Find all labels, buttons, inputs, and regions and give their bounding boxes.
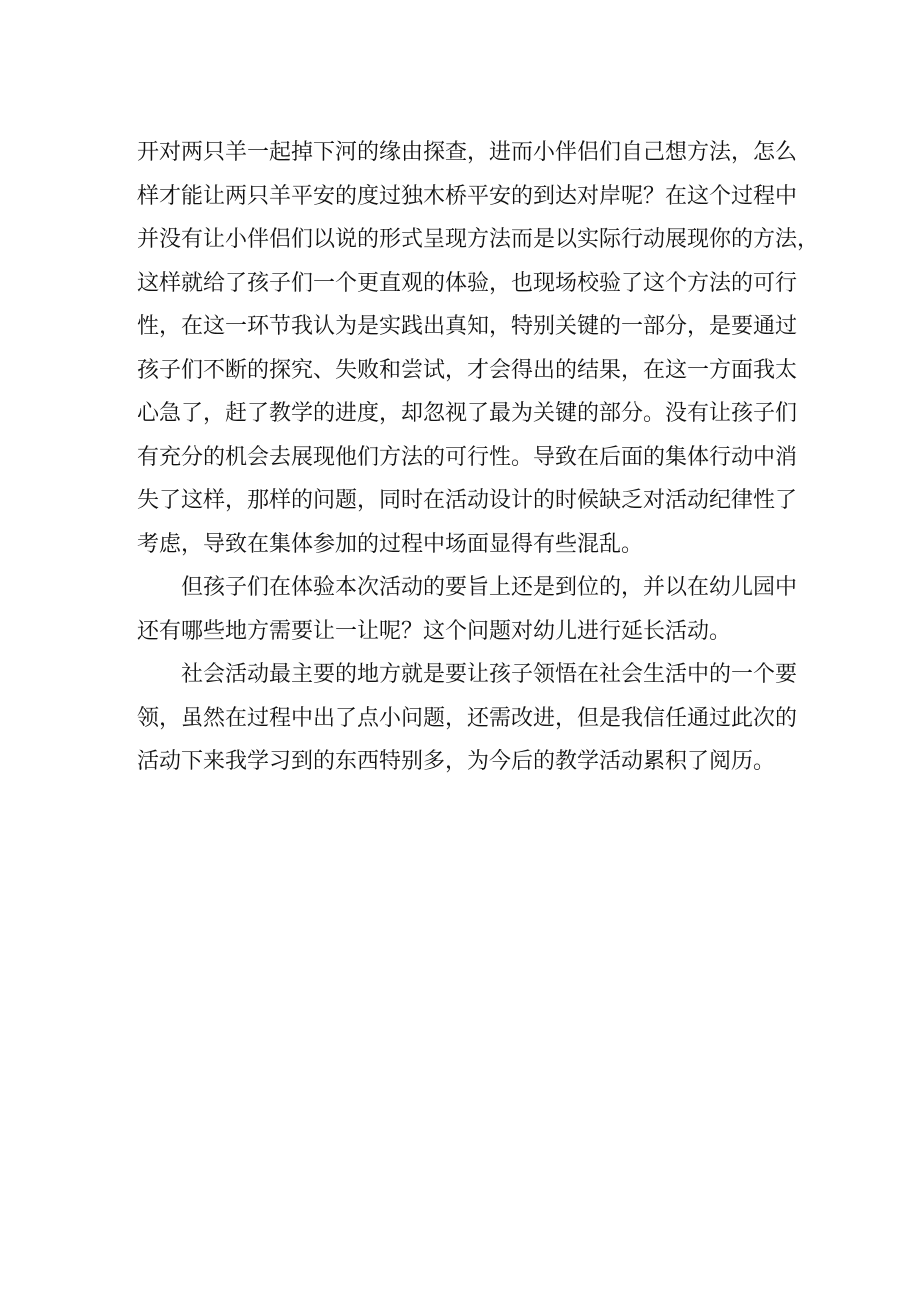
text-line: 性，在这一环节我认为是实践出真知，特别关键的一部分，是要通过 — [137, 314, 798, 339]
paragraph-3 — [137, 653, 797, 784]
paragraph-2 — [137, 566, 797, 653]
text-line: 活动下来我学习到的东西特别多，为今后的教学活动累积了阅历。 — [137, 749, 776, 774]
text-line: 心急了，赶了教学的进度，却忽视了最为关键的部分。没有让孩子们 — [137, 401, 798, 426]
paragraph-1 — [137, 131, 820, 566]
text-line: 有充分的机会去展现他们方法的可行性。导致在后面的集体行动中消 — [137, 444, 798, 470]
text-line: 领，虽然在过程中出了点小问题，还需改进，但是我信任通过此次的 — [137, 705, 798, 731]
text-line: 样才能让两只羊平安的度过独木桥平安的到达对岸呢？在这个过程中 — [137, 183, 798, 209]
text-line: 但孩子们在体验本次活动的要旨上还是到位的，并以在幼儿园中 — [181, 575, 798, 600]
text-line: 失了这样，那样的问题，同时在活动设计的时候缺乏对活动纪律性了 — [137, 488, 798, 513]
text-line: 社会活动最主要的地方就是要让孩子领悟在社会生活中的一个要 — [181, 662, 798, 687]
text-line: 考虑，导致在集体参加的过程中场面显得有些混乱。 — [137, 531, 644, 557]
text-line: 还有哪些地方需要让一让呢？这个问题对幼儿进行延长活动。 — [137, 618, 732, 644]
text-line: 孩子们不断的探究、失败和尝试，才会得出的结果，在这一方面我太 — [137, 357, 798, 383]
body-text — [137, 131, 820, 784]
text-line: 开对两只羊一起掉下河的缘由探查，进而小伴侣们自己想方法，怎么 — [137, 140, 798, 165]
text-line: 并没有让小伴侣们以说的形式呈现方法而是以实际行动展现你的方法， — [137, 227, 820, 252]
text-line: 这样就给了孩子们一个更直观的体验，也现场校验了这个方法的可行 — [137, 270, 798, 296]
